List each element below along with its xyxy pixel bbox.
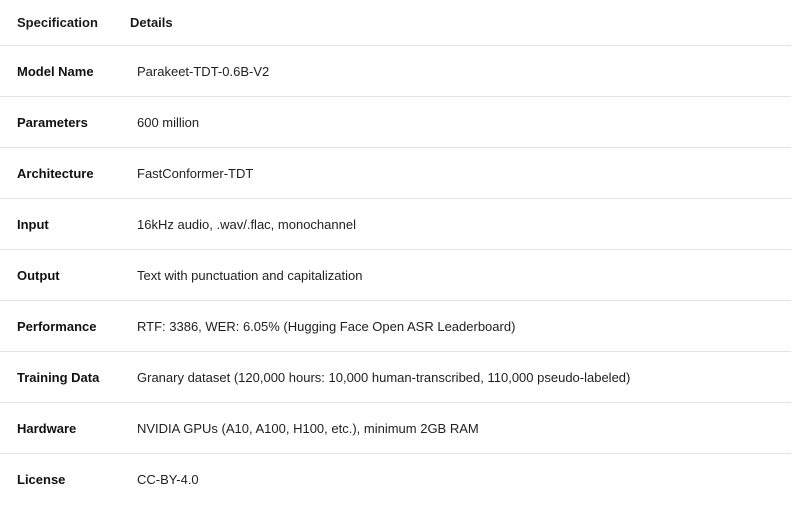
spec-key: Performance [17, 318, 97, 334]
spec-key: License [17, 471, 66, 487]
spec-key: Output [17, 267, 60, 283]
spec-value: Parakeet-TDT-0.6B-V2 [137, 63, 270, 79]
spec-key: Model Name [17, 63, 94, 79]
header-details: Details [130, 15, 173, 30]
spec-value: Text with punctuation and capitalization [137, 267, 363, 283]
header-specification: Specification [17, 15, 98, 30]
spec-value: NVIDIA GPUs (A10, A100, H100, etc.), minimum 2GB RAM [137, 420, 479, 436]
table-row [0, 454, 791, 504]
spec-value: 16kHz audio, .wav/.flac, monochannel [137, 216, 356, 232]
spec-key: Hardware [17, 420, 77, 436]
table-row [0, 199, 791, 250]
spec-value: RTF: 3386, WER: 6.05% (Hugging Face Open ASR Leaderboard) [137, 318, 516, 334]
table-row [0, 403, 791, 454]
spec-key: Architecture [17, 165, 94, 181]
spec-key: Parameters [17, 114, 88, 130]
spec-value: Granary dataset (120,000 hours: 10,000 human-transcribed, 110,000 pseudo-labeled) [137, 369, 631, 385]
spec-key: Input [17, 216, 49, 232]
spec-key: Training Data [17, 369, 100, 385]
table-row [0, 46, 791, 97]
table-row [0, 250, 791, 301]
spec-value: CC-BY-4.0 [137, 471, 199, 487]
spec-value: 600 million [137, 114, 200, 130]
table-row [0, 352, 791, 403]
table-row [0, 97, 791, 148]
spec-value: FastConformer-TDT [137, 165, 254, 181]
table-row [0, 148, 791, 199]
table-header [0, 0, 791, 46]
table-row [0, 301, 791, 352]
